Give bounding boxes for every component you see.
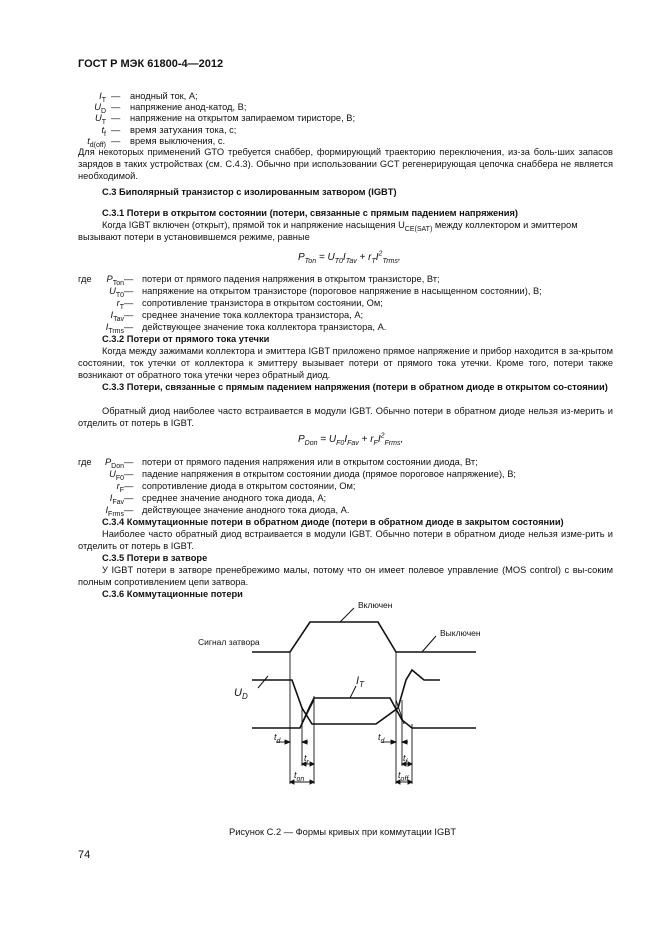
page-number: 74 — [78, 849, 91, 861]
igbt-waveform-figure — [190, 596, 490, 796]
top-def-dash: — — [111, 135, 121, 146]
where-2: где — [78, 457, 92, 467]
paragraph-snubber: Для некоторых применений GTO требуется снаббер, формирующий траекторию переключения, из-за боль-ших запасов зарядов в таких устройствах (см. С.4.3). Обычно при использовании GCT регенерирующая цепочка снаббера не является необходимой. — [78, 147, 613, 181]
top-def-symbol: $t_{d(off)}$ — [87, 135, 106, 149]
paragraph-c33: Обратный диод наиболее часто встраивается в модули IGBT. Обычно потери в обратном диоде нельзя из-мерить и отделить от потерь в IGBT. — [78, 406, 613, 428]
diode-def-text: потери от прямого падения напряжения или в открытом состоянии диода, Вт; — [142, 457, 478, 467]
diode-def-symbol: $U_{F0}$ — [109, 469, 124, 482]
top-def-text: время затухания тока, с; — [130, 124, 237, 135]
where-1: где — [78, 274, 92, 284]
top-def-text: напряжение на открытом запираемом тиристоре, В; — [130, 113, 356, 124]
diode-def-dash: — — [124, 469, 134, 479]
top-def-dash: — — [111, 124, 121, 135]
heading-c34: С.3.4 Коммутационные потери в обратном диоде (потери в обратном диоде в закрытом состоянии) — [102, 517, 564, 527]
paragraph-c32: Когда между зажимами коллектора и эмиттера IGBT приложено прямое напряжение и прибор находится в за-крытом состоянии, ток утечки от коллектора к эмиттеру вызывает потери от прямого тока утечки. Кроме того, потери также возникают от обратного тока утечки через обратный диод. — [78, 346, 613, 380]
ton-label: $t_{on}$ — [294, 770, 305, 783]
toff-label: $t_{off}$ — [398, 770, 409, 783]
diode-def-text: сопротивление диода в открытом состоянии, Ом; — [142, 481, 356, 491]
heading-c31: С.3.1 Потери в открытом состоянии (потери, связанные с прямым падением напряжения) — [102, 208, 519, 218]
figure-caption: Рисунок С.2 — Формы кривых при коммутации IGBT — [229, 827, 457, 837]
diode-def-dash: — — [124, 457, 134, 467]
diode-def-symbol: $I_{Frms}$ — [105, 505, 124, 518]
igbt-def-dash: — — [124, 322, 134, 332]
igbt-def-dash: — — [124, 298, 134, 308]
heading-c3: С.3 Биполярный транзистор с изолированным затвором (IGBT) — [102, 187, 397, 197]
off-label: Выключен — [440, 628, 481, 638]
on-label: Включен — [358, 600, 393, 610]
tf-label: $t_f$ — [403, 753, 408, 766]
diode-def-text: падение напряжения в открытом состоянии диода (прямое пороговое напряжение), В; — [142, 469, 516, 479]
top-def-text: напряжение анод-катод, В; — [130, 102, 247, 113]
igbt-def-dash: — — [124, 274, 134, 284]
paragraph-c31-line1: Когда IGBT включен (открыт), прямой ток и напряжение насыщения $U_{CE(SAT)}$ между коллектором и эмиттером — [102, 220, 578, 233]
igbt-def-text: среднее значение тока коллектора транзистора, А; — [142, 310, 364, 320]
equation-pdon: $P_{Don} = U_{F0}I_{Fav} + r_FI^2_{Frms}$, — [298, 432, 404, 447]
tdoff-label: $t_d$ — [378, 732, 385, 745]
heading-c35: С.3.5 Потери в затворе — [102, 553, 208, 563]
top-def-symbol: $U_T$ — [95, 113, 106, 127]
igbt-def-text: сопротивление транзистора в открытом состоянии, Ом; — [142, 298, 383, 308]
ud-voltage-waveform — [252, 670, 440, 724]
igbt-def-dash: — — [124, 286, 134, 296]
heading-c36: С.3.6 Коммутационные потери — [102, 589, 243, 599]
top-def-symbol: $U_D$ — [94, 102, 106, 116]
igbt-def-text: потери от прямого падения напряжения в открытом транзисторе, Вт; — [142, 274, 440, 284]
heading-c33: С.3.3 Потери, связанные с прямым падением напряжения (потери в обратном диоде в открытом со-стоянии) — [102, 382, 608, 392]
td-label: $t_d$ — [274, 732, 281, 745]
top-def-dash: — — [111, 102, 121, 113]
top-def-dash: — — [111, 91, 121, 101]
ud-label: $U_D$ — [234, 687, 248, 701]
it-label: $I_T$ — [356, 675, 364, 689]
diode-def-text: действующее значение анодного тока диода, А. — [142, 505, 350, 515]
diode-def-symbol: $r_F$ — [116, 481, 124, 494]
igbt-def-symbol: $I_{Trms}$ — [105, 322, 124, 335]
diode-def-dash: — — [124, 481, 134, 491]
igbt-def-dash: — — [124, 310, 134, 320]
top-def-dash: — — [111, 113, 121, 124]
heading-c32: С.3.2 Потери от прямого тока утечки — [102, 334, 270, 344]
igbt-def-text: напряжение на открытом транзисторе (пороговое напряжение в насыщенном состоянии), В; — [142, 286, 542, 296]
igbt-def-symbol: $P_{Ton}$ — [106, 274, 124, 287]
top-def-text: время выключения, с. — [130, 135, 226, 146]
tr-label: $t_r$ — [304, 753, 309, 766]
paragraph-c34: Наиболее часто обратный диод встраивается в модули IGBT. Обычно потери в обратном диоде нельзя изме-рить и отделить от потерь в IGBT. — [78, 529, 613, 551]
top-def-symbol: $t_f$ — [101, 124, 106, 138]
igbt-def-text: действующее значение тока коллектора транзистора, А. — [142, 322, 387, 332]
page-header: ГОСТ Р МЭК 61800-4—2012 — [78, 58, 224, 70]
diode-def-dash: — — [124, 505, 134, 515]
gate-signal-label: Сигнал затвора — [198, 637, 260, 647]
diode-def-text: среднее значение анодного тока диода, А; — [142, 493, 327, 503]
paragraph-c31-line2: вызывают потери в установившемся режиме, равные — [78, 232, 310, 242]
diode-def-symbol: $P_{Don}$ — [104, 457, 124, 470]
paragraph-c35: У IGBT потери в затворе пренебрежимо малы, потому что он имеет полевое управление (MOS control) с вы-соким полным сопротивлением цепи затвора. — [78, 565, 613, 587]
top-def-text: анодный ток, А; — [130, 91, 198, 101]
igbt-def-symbol: $r_T$ — [116, 298, 124, 311]
diode-def-symbol: $I_{Fav}$ — [109, 493, 124, 506]
diode-def-dash: — — [124, 493, 134, 503]
equation-pton: $P_{Ton} = U_{T0}I_{Tav} + r_TI^2_{Trms}$, — [298, 250, 401, 265]
igbt-def-symbol: $U_{T0}$ — [109, 286, 124, 299]
igbt-def-symbol: $I_{Tav}$ — [110, 310, 124, 323]
top-def-symbol: $I_T$ — [99, 91, 106, 104]
